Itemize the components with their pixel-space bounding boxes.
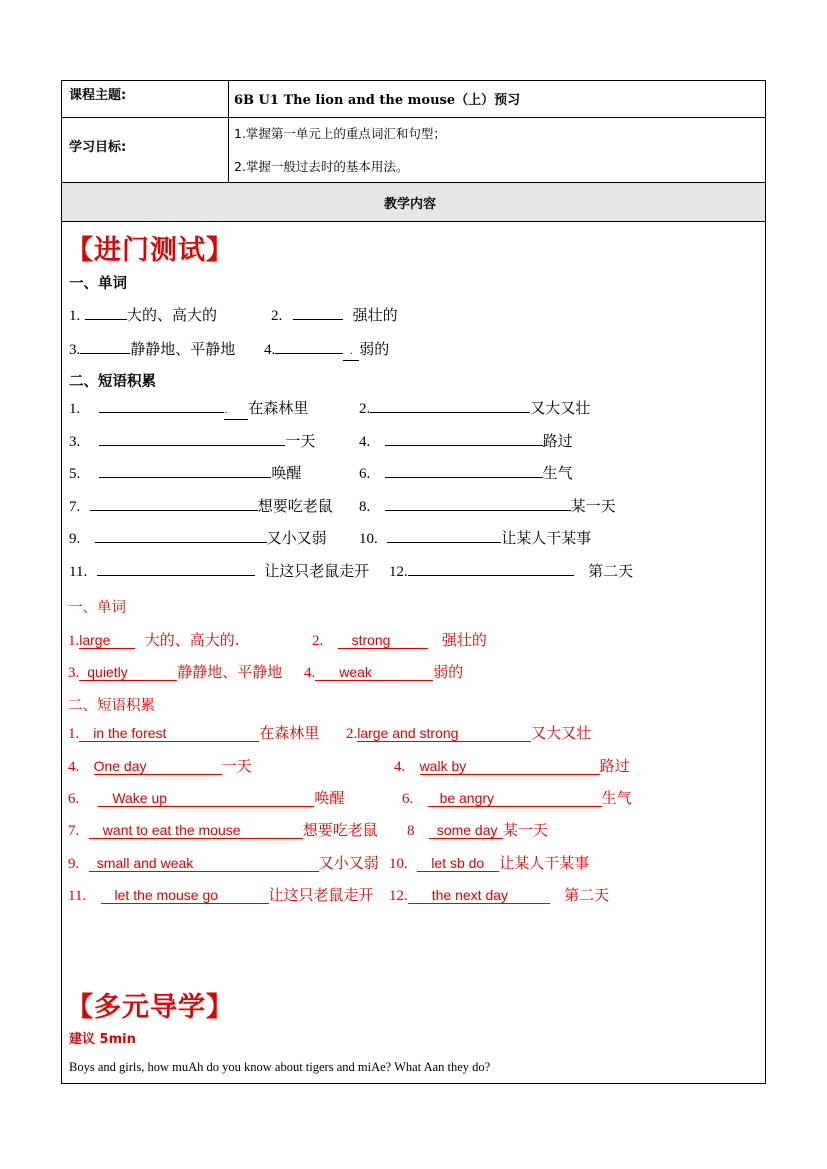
row-divider xyxy=(61,117,766,118)
answer-word-1: 1.large 大的、高大的. xyxy=(68,631,240,649)
guide-title: 【多元导学】 xyxy=(66,992,234,1023)
answer-phrase-8: 8 some day 某一天 xyxy=(407,821,548,839)
answer-word-4: 4. weak 弱的 xyxy=(304,663,464,681)
phrase-q10: 10. 让某人干某事 xyxy=(359,529,592,547)
topic-label: 课程主题: xyxy=(69,88,127,103)
goal-label: 学习目标: xyxy=(69,140,127,155)
answer-phrase-12: 12. the next day 第二天 xyxy=(389,886,610,904)
phrase-q9: 9. 又小又弱 xyxy=(69,529,327,547)
column-divider xyxy=(228,80,229,182)
answer-word-3: 3. quietly 静静地、平静地 xyxy=(68,663,283,681)
word-q2: 2. 强壮的 xyxy=(271,306,398,324)
answer-phrase-4: 4. walk by 路过 xyxy=(394,757,630,775)
topic-value: 6B U1 The lion and the mouse（上）预习 xyxy=(234,93,521,108)
phrase-q12: 12. 第二天 xyxy=(389,562,634,580)
words-section-title: 一、单词 xyxy=(69,276,127,292)
phrases-section-title: 二、短语积累 xyxy=(69,374,156,390)
phrase-q1: 1. . 在森林里 xyxy=(69,397,308,420)
answer-phrase-10: 10. let sb do 让某人干某事 xyxy=(389,854,590,872)
phrase-q6: 6. 生气 xyxy=(359,464,573,482)
entry-test-title: 【进门测试】 xyxy=(66,235,234,266)
goal-2: 2.掌握一般过去时的基本用法。 xyxy=(234,159,409,174)
answer-phrase-7: 7. want to eat the mouse 想要吃老鼠 xyxy=(68,821,378,839)
answer-phrase-5: 6. Wake up 唤醒 xyxy=(68,789,345,807)
answer-words-title: 一、单词 xyxy=(68,600,126,616)
answer-word-2: 2. strong 强壮的 xyxy=(312,631,487,649)
answer-phrase-11: 11. let the mouse go 让这只老鼠走开 xyxy=(68,886,374,904)
word-q4: 4. . 弱的 xyxy=(264,338,389,361)
phrase-q11: 11. 让这只老鼠走开 xyxy=(69,562,370,580)
content-label: 教学内容 xyxy=(384,197,437,212)
phrase-q7: 7. 想要吃老鼠 xyxy=(69,497,333,515)
word-q1: 1. 大的、高大的 xyxy=(69,306,218,324)
row-divider xyxy=(61,182,766,183)
guide-question: Boys and girls, how muAh do you know about tigers and miAe? What Aan they do? xyxy=(69,1060,491,1074)
phrase-q3: 3. 一天 xyxy=(69,432,316,450)
answer-phrase-3: 4. One day 一天 xyxy=(68,757,252,775)
phrase-q8: 8. 某一天 xyxy=(359,497,616,515)
phrase-q2: 2. 又大又壮 xyxy=(359,399,591,417)
word-q3: 3. 静静地、平静地 xyxy=(69,340,236,358)
answer-phrase-6: 6. be angry 生气 xyxy=(402,789,632,807)
answer-phrase-2: 2.large and strong 又大又壮 xyxy=(346,724,592,742)
row-divider xyxy=(61,221,766,222)
phrase-q5: 5. 唤醒 xyxy=(69,464,302,482)
guide-suggest: 建议 5min xyxy=(69,1032,136,1047)
phrase-q4: 4. 路过 xyxy=(359,432,573,450)
answer-phrase-9: 9. small and weak 又小又弱 xyxy=(68,854,379,872)
answer-phrase-1: 1. in the forest 在森林里 xyxy=(68,724,320,742)
answer-phrases-title: 二、短语积累 xyxy=(68,698,155,714)
goal-1: 1.掌握第一单元上的重点词汇和句型； xyxy=(234,126,446,141)
